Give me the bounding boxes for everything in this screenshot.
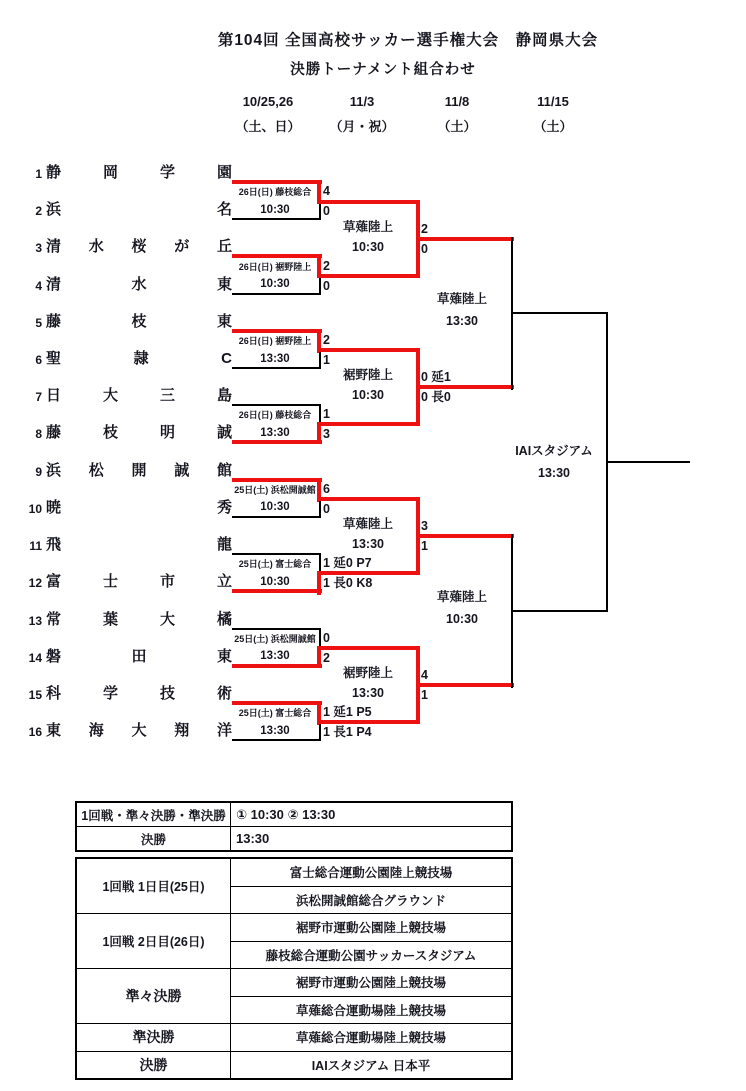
winner-path-line [317,571,420,575]
score-top: 2 [323,333,330,347]
champion-line [606,461,690,463]
bracket-line [232,293,320,295]
team-name: 飛 龍 [46,536,232,553]
team-name: 東 海 大 翔 洋 [46,722,232,739]
score-top: 4 [421,668,428,682]
final-day: （土） [533,119,573,134]
score-bottom: 1 [421,688,428,702]
match-time: 13:30 [446,314,478,328]
team-row [16,648,232,666]
team-name: 藤 枝 東 [46,313,232,330]
winner-path-line [232,589,322,593]
winner-path-line [317,720,420,724]
team-seed: 10 [28,502,42,516]
match-venue: 25日(土) 富士総合 [238,708,312,718]
score-bottom: 1 長1 P4 [323,725,372,739]
team-seed: 7 [35,390,42,404]
team-name: 清 水 桜 が 丘 [46,238,232,255]
team-name: 磐 田 東 [46,648,232,665]
team-seed: 9 [35,465,42,479]
score-top: 3 [421,519,428,533]
team-seed: 4 [35,279,42,293]
page-subtitle: 決勝トーナメント組合わせ [290,62,476,78]
team-name: 清 水 東 [46,276,232,293]
match-time: 13:30 [260,725,290,737]
team-name: 藤 枝 明 誠 [46,424,232,441]
bracket-line [232,404,320,406]
team-seed: 6 [35,353,42,367]
match-time: 13:30 [260,353,290,365]
kickoff-table [76,802,512,851]
team-row [16,722,232,740]
bracket-line [319,275,321,295]
match-time: 13:30 [352,537,384,551]
venue-cell: IAIスタジアム 日本平 [231,1051,512,1079]
bracket-line [511,312,608,314]
semifinal-date: 11/8 [444,94,470,109]
bracket-line [232,218,320,220]
match-venue: 26日(日) 藤枝総合 [238,410,312,420]
score-top: 1 延1 P5 [323,705,372,719]
match-venue: 草薙陸上 [436,590,487,604]
score-bottom: 2 [323,651,330,665]
bracket-line [232,739,320,741]
match-venue: 26日(日) 裾野陸上 [238,262,312,272]
venue-round-label: 決勝 [77,1051,231,1079]
match-time: 10:30 [260,576,290,588]
kickoff-round-label: 決勝 [77,827,231,851]
team-row [16,313,232,331]
score-top: 0 延1 [421,370,451,384]
match-venue: 草薙陸上 [436,292,487,306]
winner-path-line [317,646,420,650]
kickoff-round-label: 1回戦・準々決勝・準決勝 [77,803,231,827]
bracket-line [232,553,320,555]
team-row [16,164,232,182]
table-row [77,1024,512,1052]
venue-round-label: 準決勝 [77,1024,231,1052]
match-venue: 草薙陸上 [342,220,393,234]
winner-path-line [317,497,420,501]
table-row [77,827,512,851]
match-venue: 25日(土) 浜松開誠館 [234,634,316,644]
score-bottom: 0 長0 [421,390,451,404]
bracket-line [511,610,608,612]
score-top: 0 [323,631,330,645]
table-row [77,969,512,997]
score-top: 1 延0 P7 [323,556,372,570]
bracket-line [319,499,321,518]
team-row [16,611,232,629]
match-time: 10:30 [260,204,290,216]
venue-round-label: 準々決勝 [77,969,231,1024]
team-name: 浜 名 [46,201,232,218]
winner-path-line [416,534,514,538]
team-seed: 5 [35,316,42,330]
team-name: 聖 隷 C [46,350,232,367]
bracket-line [319,722,321,741]
score-bottom: 3 [323,427,330,441]
venue-cell: 富士総合運動公園陸上競技場 [231,859,512,887]
team-row [16,350,232,368]
team-row [16,201,232,219]
team-name: 静 岡 学 園 [46,164,232,181]
team-name: 日 大 三 島 [46,387,232,404]
winner-path-line [232,701,322,705]
score-bottom: 1 [421,539,428,553]
score-top: 2 [323,259,330,273]
match-time: 10:30 [446,612,478,626]
team-name: 浜 松 開 誠 館 [46,462,232,479]
match-venue: 裾野陸上 [342,368,393,382]
table-row [77,803,512,827]
venue-round-label: 1回戦 2日目(26日) [77,914,231,969]
team-row [16,573,232,591]
team-row [16,424,232,442]
match-time: 10:30 [352,388,384,402]
team-seed: 13 [28,614,42,628]
team-row [16,499,232,517]
team-seed: 2 [35,204,42,218]
round1-day: （土、日） [235,119,301,134]
final-date: 11/15 [537,94,569,109]
kickoff-times: 13:30 [231,827,512,851]
team-row [16,462,232,480]
team-row [16,387,232,405]
table-row [77,1051,512,1079]
score-top: 4 [323,184,330,198]
match-time: 10:30 [352,240,384,254]
winner-path-line [317,422,420,426]
match-time: 13:30 [260,427,290,439]
match-time: 13:30 [352,686,384,700]
winner-path-line [416,237,514,241]
match-time: 10:30 [260,278,290,290]
winner-path-line [416,385,514,389]
semifinal-day: （土） [437,119,477,134]
venue-table [76,858,512,1079]
match-venue: 26日(日) 藤枝総合 [238,187,312,197]
match-time: 10:30 [260,501,290,513]
quarterfinal-day: （月・祝） [329,119,395,134]
team-seed: 1 [35,167,42,181]
match-venue: 25日(土) 富士総合 [238,559,312,569]
winner-path-line [232,440,322,444]
score-bottom: 0 [421,242,428,256]
score-top: 6 [323,482,330,496]
score-top: 2 [421,222,428,236]
winner-path-line [232,478,322,482]
kickoff-times: ① 10:30 ② 13:30 [231,803,512,827]
winner-path-line [232,254,322,258]
venue-cell: 草薙総合運動場陸上競技場 [231,1024,512,1052]
score-bottom: 1 長0 K8 [323,576,373,590]
venue-cell: 裾野市運動公園陸上競技場 [231,969,512,997]
match-venue: 25日(土) 浜松開誠館 [234,485,316,495]
match-venue: 26日(日) 裾野陸上 [238,336,312,346]
team-seed: 15 [28,688,42,702]
team-row [16,685,232,703]
bracket-line [232,628,320,630]
team-seed: 12 [28,576,42,590]
bracket-line [232,367,320,369]
table-row [77,914,512,942]
team-name: 常 葉 大 橘 [46,611,232,628]
team-name: 暁 秀 [46,499,232,516]
score-bottom: 0 [323,204,330,218]
team-name: 科 学 技 術 [46,685,232,702]
match-venue: 裾野陸上 [342,666,393,680]
score-bottom: 0 [323,502,330,516]
team-seed: 16 [28,725,42,739]
venue-cell: 藤枝総合運動公園サッカースタジアム [231,941,512,969]
winner-path-line [232,664,322,668]
final-venue: IAIスタジアム [515,444,593,458]
bracket-line [319,350,321,369]
team-row [16,238,232,256]
match-time: 13:30 [260,650,290,662]
winner-path-line [232,180,322,184]
score-top: 1 [323,407,330,421]
winner-path-line [317,348,420,352]
team-seed: 11 [29,539,42,553]
final-time: 13:30 [538,466,570,480]
team-row [16,276,232,294]
match-venue: 草薙陸上 [342,517,393,531]
score-bottom: 0 [323,279,330,293]
venue-cell: 草薙総合運動場陸上競技場 [231,996,512,1024]
round1-date: 10/25,26 [242,94,294,109]
winner-path-line [416,683,514,687]
venue-cell: 浜松開誠館総合グラウンド [231,886,512,914]
quarterfinal-date: 11/3 [349,94,375,109]
winner-path-line [317,274,420,278]
winner-path-line [232,329,322,333]
venue-round-label: 1回戦 1日目(25日) [77,859,231,914]
table-row [77,859,512,887]
venue-cell: 裾野市運動公園陸上競技場 [231,914,512,942]
bracket-line [232,516,320,518]
team-seed: 3 [35,241,42,255]
page-title: 第104回 全国高校サッカー選手権大会 静岡県大会 [217,32,599,49]
team-row [16,536,232,554]
team-seed: 14 [28,651,42,665]
winner-path-line [317,200,420,204]
team-name: 富 士 市 立 [46,573,232,590]
team-seed: 8 [35,427,42,441]
score-bottom: 1 [323,353,330,367]
